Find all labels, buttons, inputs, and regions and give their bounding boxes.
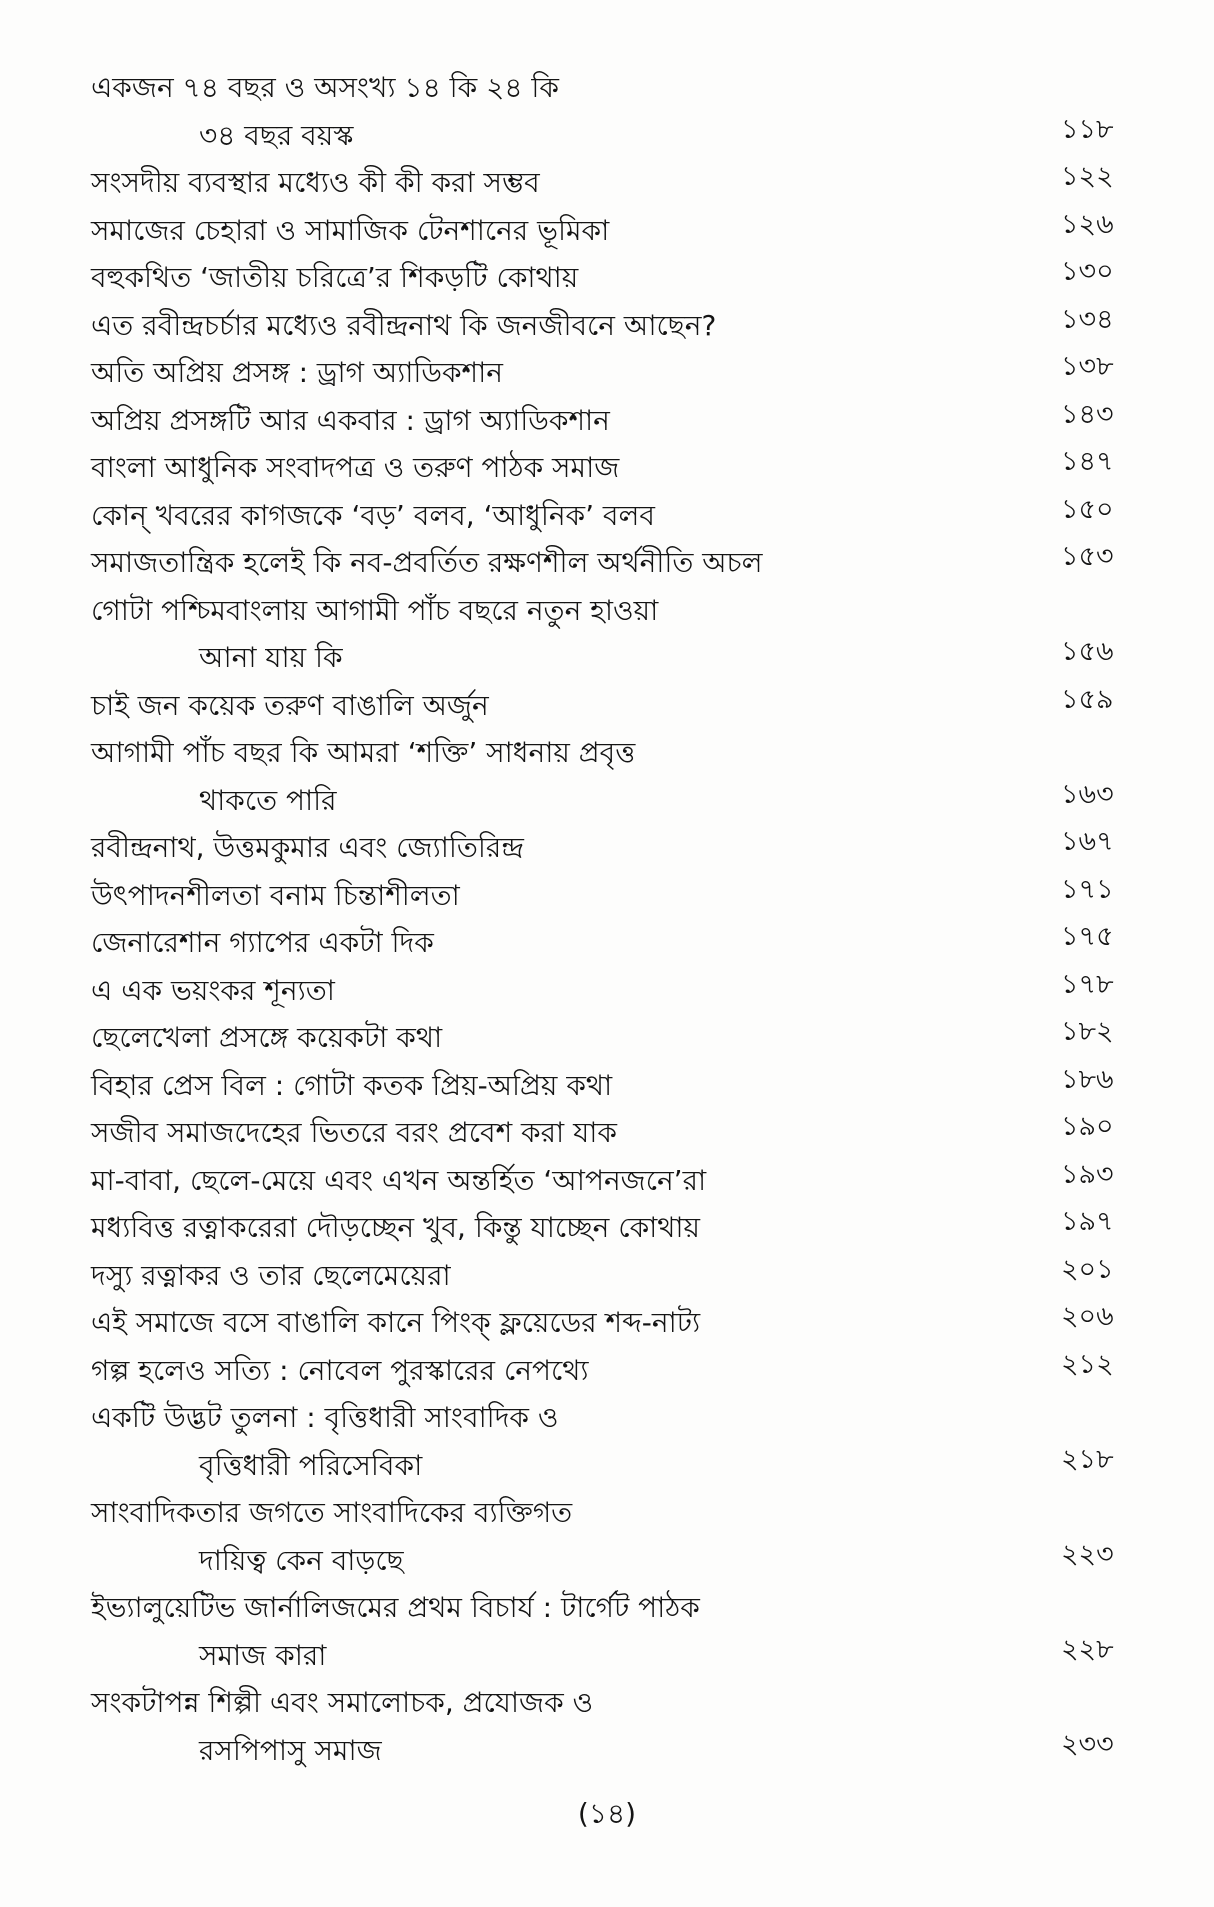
toc-entry-page-number: ১৫৬: [1061, 636, 1114, 667]
toc-entry-title-line: চাই জন কয়েক তরুণ বাঙালি অর্জুন: [91, 688, 489, 722]
toc-entry: [91, 64, 1151, 159]
toc-entry-title-line: অপ্রিয় প্রসঙ্গটি আর একবার : ড্রাগ অ্যাডিকশান: [91, 403, 610, 437]
toc-entry: [91, 729, 1151, 824]
toc-entry-title-line: জেনারেশান গ্যাপের একটা দিক: [91, 926, 434, 959]
toc-entry-page-number: ১৭৫: [1061, 921, 1114, 952]
toc-entry-page-number: ২৩৩: [1061, 1728, 1114, 1760]
toc-entry-page-number: ১২৬: [1061, 208, 1114, 240]
toc-entry-page-number: ১৬৩: [1061, 778, 1114, 810]
toc-entry-title-line: সজীব সমাজদেহের ভিতরে বরং প্রবেশ করা যাক: [91, 1116, 617, 1149]
toc-entry-title-line: সাংবাদিকতার জগতে সাংবাদিকের ব্যক্তিগত: [91, 1496, 573, 1529]
toc-entry: [91, 492, 1151, 540]
page-number-footer: (১৪): [577, 1797, 637, 1830]
toc-entry-title-line: বৃত্তিধারী পরিসেবিকা: [199, 1448, 423, 1482]
toc-entry: [91, 872, 1151, 920]
toc-entry: [91, 1584, 1151, 1679]
toc-entry-page-number: ১৯৩: [1061, 1158, 1114, 1190]
toc-entry-page-number: ১৯০: [1061, 1111, 1114, 1142]
toc-entry-page-number: ১৩৪: [1061, 303, 1114, 335]
toc-entry-page-number: ১৫৩: [1061, 541, 1114, 572]
toc-entry-title-line: সমাজ কারা: [199, 1638, 327, 1672]
toc-entry-page-number: ১৭৮: [1061, 968, 1114, 1000]
toc-entry-title-line: উৎপাদনশীলতা বনাম চিন্তাশীলতা: [91, 878, 460, 912]
toc-entry-page-number: ১৩০: [1061, 256, 1114, 287]
toc-entry-title-line: সংসদীয় ব্যবস্থার মধ্যেও কী কী করা সম্ভব: [91, 166, 540, 199]
toc-entry-title-line: এত রবীন্দ্রচর্চার মধ্যেও রবীন্দ্রনাথ কি জনজীবনে আছেন?: [91, 308, 717, 342]
toc-entry-page-number: ২০১: [1061, 1253, 1114, 1285]
toc-entry-page-number: ১৪৩: [1061, 398, 1114, 430]
toc-entry-title-line: রবীন্দ্রনাথ, উত্তমকুমার এবং জ্যোতিরিন্দ্র: [91, 831, 524, 864]
toc-entry-title-line: আনা যায় কি: [199, 641, 343, 674]
toc-entry-title-line: আগামী পাঁচ বছর কি আমরা ‘শক্তি’ সাধনায় প্রবৃত্ত: [91, 736, 636, 769]
toc-entry-page-number: ২০৬: [1061, 1301, 1114, 1332]
toc-entry: [91, 302, 1151, 350]
toc-entry-title-line: গল্প হলেও সত্যি : নোবেল পুরস্কারের নেপথ্যে: [91, 1353, 589, 1387]
toc-entry-title-line: ইভ্যালুয়েটিভ জার্নালিজমের প্রথম বিচার্য : টার্গেট পাঠক: [91, 1591, 700, 1624]
toc-entry: [91, 682, 1151, 730]
toc-entry-page-number: ১৬৭: [1061, 826, 1114, 857]
toc-entry-title-line: বিহার প্রেস বিল : গোটা কতক প্রিয়-অপ্রিয় কথা: [91, 1068, 613, 1102]
toc-entry-title-line: কোন্ খবরের কাগজকে ‘বড়’ বলব, ‘আধুনিক’ বলব: [91, 498, 655, 532]
toc-entry: [91, 824, 1151, 872]
toc-entry: [91, 539, 1151, 587]
toc-entry-title-line: বাংলা আধুনিক সংবাদপত্র ও তরুণ পাঠক সমাজ: [91, 451, 620, 484]
toc-entry-title-line: রসপিপাসু সমাজ: [199, 1733, 382, 1767]
toc-entry-title-line: মা-বাবা, ছেলে-মেয়ে এবং এখন অন্তর্হিত ‘আপনজনে’রা: [91, 1163, 707, 1197]
toc-entry-title-line: দস্যু রত্নাকর ও তার ছেলেমেয়েরা: [91, 1258, 451, 1292]
toc-entry: [91, 967, 1151, 1015]
toc-entry-page-number: ১৫৯: [1061, 683, 1114, 715]
toc-entry-title-line: সমাজের চেহারা ও সামাজিক টেনশানের ভূমিকা: [91, 213, 610, 247]
toc-entry: [91, 349, 1151, 397]
toc-entry-title-line: একটি উদ্ভট তুলনা : বৃত্তিধারী সাংবাদিক ও: [91, 1401, 559, 1434]
toc-entry-title-line: এ এক ভয়ংকর শূন্যতা: [91, 973, 335, 1007]
toc-entry-page-number: ২১৮: [1061, 1443, 1114, 1475]
toc-entry-page-number: ১১৮: [1061, 113, 1114, 145]
toc-entry-title-line: দায়িত্ব কেন বাড়ছে: [199, 1543, 404, 1577]
toc-entry: [91, 1489, 1151, 1584]
toc-entry-page-number: ১৮৬: [1061, 1063, 1114, 1095]
toc-entry-title-line: সমাজতান্ত্রিক হলেই কি নব-প্রবর্তিত রক্ষণশীল অর্থনীতি অচল: [91, 546, 763, 579]
toc-entry-title-line: ছেলেখেলা প্রসঙ্গে কয়েকটা কথা: [91, 1021, 443, 1054]
toc-entry-title-line: গোটা পশ্চিমবাংলায় আগামী পাঁচ বছরে নতুন হাওয়া: [91, 593, 659, 627]
toc-entry-title-line: মধ্যবিত্ত রত্নাকরেরা দৌড়চ্ছেন খুব, কিন্তু যাচ্ছেন কোথায়: [91, 1211, 701, 1244]
toc-entry-title-line: একজন ৭৪ বছর ও অসংখ্য ১৪ কি ২৪ কি: [91, 71, 560, 104]
toc-entry-page-number: ১৭১: [1061, 873, 1114, 905]
toc-entry: [91, 587, 1151, 682]
toc-entry: [91, 254, 1151, 302]
toc-entry-page-number: ২১২: [1061, 1348, 1114, 1380]
toc-entry: [91, 1157, 1151, 1205]
toc-entry-title-line: অতি অপ্রিয় প্রসঙ্গ : ড্রাগ অ্যাডিকশান: [91, 356, 503, 389]
toc-entry-page-number: ১২২: [1061, 161, 1114, 192]
toc-entry: [91, 1252, 1151, 1300]
toc-entry-page-number: ১৯৭: [1061, 1206, 1114, 1237]
toc-entry: [91, 1014, 1151, 1062]
toc-entry: [91, 1347, 1151, 1395]
toc-entry-page-number: ১৫০: [1061, 493, 1114, 525]
toc-entry-title-line: ৩৪ বছর বয়স্ক: [199, 118, 354, 152]
table-of-contents: [91, 64, 1151, 1774]
toc-entry: [91, 444, 1151, 492]
toc-entry: [91, 159, 1151, 207]
toc-entry-title-line: থাকতে পারি: [199, 783, 337, 817]
toc-entry: [91, 919, 1151, 967]
toc-entry-page-number: ২২৩: [1061, 1538, 1114, 1570]
toc-entry-page-number: ১৪৭: [1061, 446, 1114, 477]
toc-entry: [91, 397, 1151, 445]
toc-entry: [91, 207, 1151, 255]
toc-entry-page-number: ১৩৮: [1061, 351, 1114, 382]
toc-entry-page-number: ২২৮: [1061, 1633, 1114, 1665]
toc-entry: [91, 1299, 1151, 1347]
toc-entry: [91, 1062, 1151, 1110]
toc-entry-page-number: ১৮২: [1061, 1016, 1114, 1047]
toc-entry: [91, 1679, 1151, 1774]
toc-entry: [91, 1204, 1151, 1252]
toc-entry-title-line: সংকটাপন্ন শিল্পী এবং সমালোচক, প্রযোজক ও: [91, 1686, 594, 1719]
toc-entry-title-line: এই সমাজে বসে বাঙালি কানে পিংক্ ফ্লয়েডের শব্দ-নাট্য: [91, 1306, 701, 1339]
toc-entry-title-line: বহুকথিত ‘জাতীয় চরিত্রে’র শিকড়টি কোথায়: [91, 261, 579, 294]
toc-entry: [91, 1394, 1151, 1489]
toc-entry: [91, 1109, 1151, 1157]
